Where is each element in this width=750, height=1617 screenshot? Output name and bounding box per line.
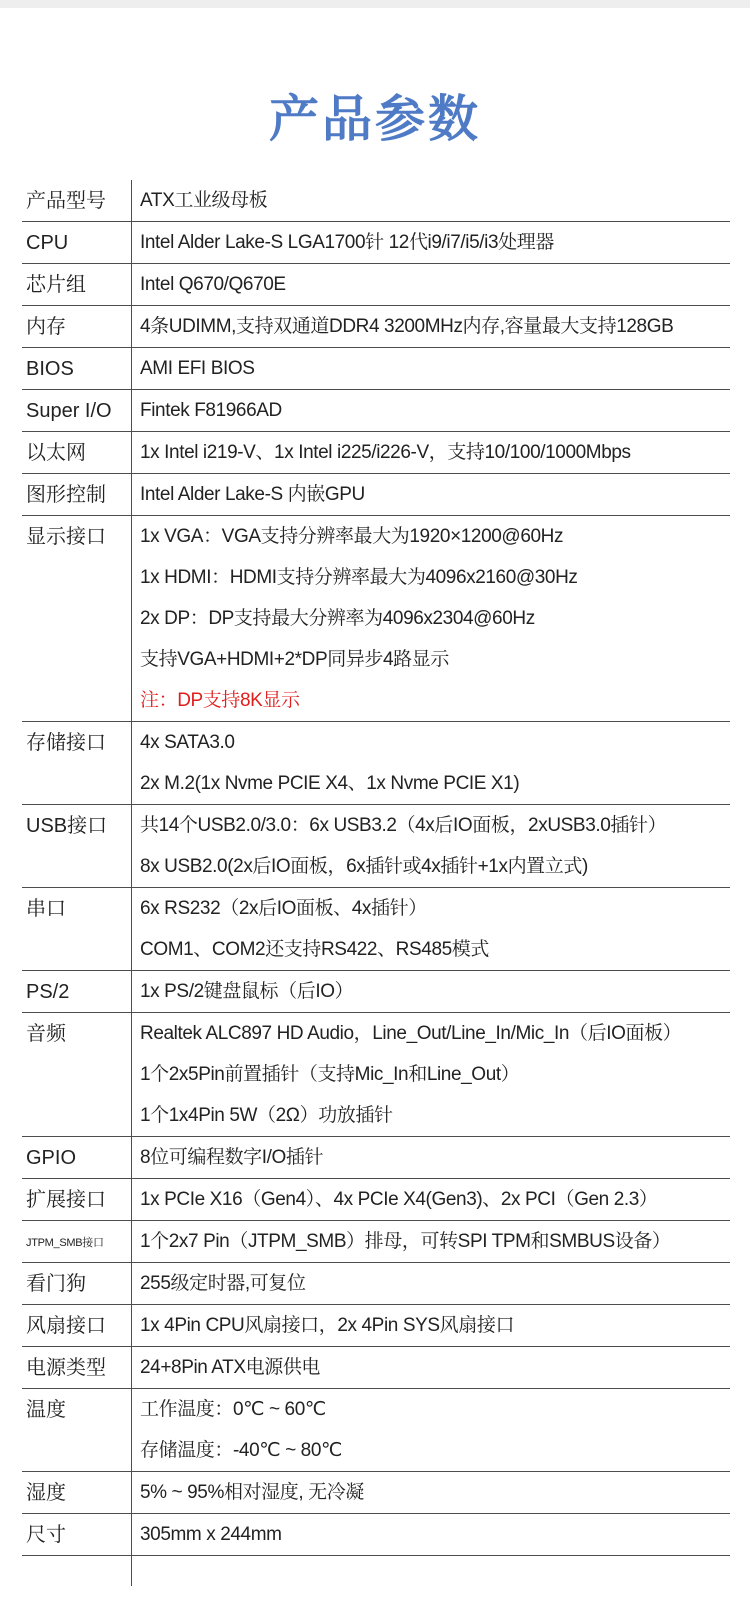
- spec-values: [132, 474, 730, 515]
- spec-row: [22, 432, 730, 474]
- spec-value: 305mm x 244mm: [140, 1524, 282, 1545]
- spec-value: 1个1x4Pin 5W（2Ω）功放插针: [140, 1105, 393, 1126]
- spec-value: 共14个USB2.0/3.0：6x USB3.2（4x后IO面板，2xUSB3.0插针）: [140, 815, 667, 836]
- spec-row: [22, 390, 730, 432]
- spec-value: 4条UDIMM,支持双通道DDR4 3200MHz内存,容量最大支持128GB: [140, 316, 674, 337]
- spec-value: 支持VGA+HDMI+2*DP同异步4路显示: [140, 649, 449, 670]
- spec-values: [132, 1472, 730, 1513]
- spec-row: [22, 1137, 730, 1179]
- spec-label: Super I/O: [22, 390, 132, 431]
- spec-value: 8位可编程数字I/O插针: [140, 1147, 324, 1168]
- spec-value: 24+8Pin ATX电源供电: [140, 1357, 321, 1378]
- spec-table: [22, 180, 730, 1586]
- top-strip: [0, 0, 750, 8]
- spec-value: 工作温度：0℃ ~ 60℃: [140, 1399, 326, 1420]
- spec-label: 尺寸: [22, 1514, 132, 1555]
- spec-values: [132, 390, 730, 431]
- spec-value: COM1、COM2还支持RS422、RS485模式: [140, 939, 489, 960]
- spec-value: 1x 4Pin CPU风扇接口，2x 4Pin SYS风扇接口: [140, 1315, 515, 1336]
- spec-row: [22, 306, 730, 348]
- spec-value: 1x VGA：VGA支持分辨率最大为1920×1200@60Hz: [140, 526, 564, 547]
- spec-label: 风扇接口: [22, 1305, 132, 1346]
- spec-value: 2x M.2(1x Nvme PCIE X4、1x Nvme PCIE X1): [140, 773, 520, 794]
- spec-value: 1个2x7 Pin（JTPM_SMB）排母，可转SPI TPM和SMBUS设备）: [140, 1231, 671, 1252]
- spec-value: 1x Intel i219-V、1x Intel i225/i226-V，支持10/100/1000Mbps: [140, 442, 631, 463]
- spec-values: [132, 1347, 730, 1388]
- spec-values: [132, 1514, 730, 1555]
- spec-value: 8x USB2.0(2x后IO面板，6x插针或4x插针+1x内置立式): [140, 856, 588, 877]
- spec-values: [132, 432, 730, 473]
- spec-value: 4x SATA3.0: [140, 732, 235, 753]
- spec-value: AMI EFI BIOS: [140, 358, 255, 379]
- spec-label: USB接口: [22, 805, 132, 887]
- spec-values: [132, 306, 730, 347]
- spec-row: [22, 722, 730, 805]
- spec-label: PS/2: [22, 971, 132, 1012]
- spec-values: [132, 180, 730, 221]
- spec-row: [22, 180, 730, 222]
- spec-note: 注：DP支持8K显示: [140, 690, 300, 711]
- spec-label: 存储接口: [22, 722, 132, 804]
- spec-label: 内存: [22, 306, 132, 347]
- spec-label: 音频: [22, 1013, 132, 1136]
- spec-value: Fintek F81966AD: [140, 400, 282, 421]
- table-tail-divider: [22, 1556, 132, 1586]
- spec-values: [132, 516, 730, 721]
- spec-value: 255级定时器,可复位: [140, 1273, 306, 1294]
- spec-values: [132, 1389, 730, 1471]
- spec-label: 扩展接口: [22, 1179, 132, 1220]
- spec-label: 显示接口: [22, 516, 132, 721]
- spec-values: [132, 1305, 730, 1346]
- spec-values: [132, 264, 730, 305]
- spec-row: [22, 1013, 730, 1137]
- spec-label: 看门狗: [22, 1263, 132, 1304]
- spec-value: ATX工业级母板: [140, 190, 268, 211]
- spec-value: Intel Alder Lake-S 内嵌GPU: [140, 484, 365, 505]
- spec-values: [132, 888, 730, 970]
- spec-row: [22, 1514, 730, 1556]
- spec-values: [132, 1137, 730, 1178]
- spec-row: [22, 1389, 730, 1472]
- spec-value: 存储温度：-40℃ ~ 80℃: [140, 1440, 342, 1461]
- spec-row: [22, 1305, 730, 1347]
- spec-values: [132, 971, 730, 1012]
- spec-label: GPIO: [22, 1137, 132, 1178]
- spec-value: 6x RS232（2x后IO面板、4x插针）: [140, 898, 427, 919]
- spec-row: [22, 805, 730, 888]
- spec-row: [22, 1221, 730, 1263]
- spec-values: [132, 805, 730, 887]
- spec-values: [132, 1263, 730, 1304]
- spec-value: 1x PCIe X16（Gen4）、4x PCIe X4(Gen3)、2x PCI（Gen 2.3）: [140, 1189, 658, 1210]
- spec-value: Intel Q670/Q670E: [140, 274, 286, 295]
- spec-value: Realtek ALC897 HD Audio，Line_Out/Line_In/Mic_In（后IO面板）: [140, 1023, 682, 1044]
- spec-row: [22, 348, 730, 390]
- spec-label: 串口: [22, 888, 132, 970]
- spec-row: [22, 264, 730, 306]
- spec-values: [132, 222, 730, 263]
- spec-label: 温度: [22, 1389, 132, 1471]
- spec-value: 5% ~ 95%相对湿度, 无冷凝: [140, 1482, 364, 1503]
- page-title: 产品参数: [269, 90, 481, 148]
- spec-label: CPU: [22, 222, 132, 263]
- spec-label: 芯片组: [22, 264, 132, 305]
- spec-row: [22, 222, 730, 264]
- spec-row: [22, 474, 730, 516]
- spec-label: 湿度: [22, 1472, 132, 1513]
- spec-value: 1个2x5Pin前置插针（支持Mic_In和Line_Out）: [140, 1064, 520, 1085]
- table-tail: [22, 1556, 730, 1586]
- spec-label: 电源类型: [22, 1347, 132, 1388]
- spec-value: Intel Alder Lake-S LGA1700针 12代i9/i7/i5/i3处理器: [140, 232, 554, 253]
- spec-row: [22, 971, 730, 1013]
- spec-values: [132, 1179, 730, 1220]
- spec-values: [132, 1221, 730, 1262]
- spec-row: [22, 1347, 730, 1389]
- spec-values: [132, 722, 730, 804]
- spec-label: JTPM_SMB接口: [22, 1221, 132, 1262]
- spec-values: [132, 348, 730, 389]
- spec-row: [22, 1472, 730, 1514]
- spec-row: [22, 1179, 730, 1221]
- spec-row: [22, 516, 730, 722]
- spec-value: 1x HDMI：HDMI支持分辨率最大为4096x2160@30Hz: [140, 567, 578, 588]
- spec-label: 图形控制: [22, 474, 132, 515]
- spec-value: 1x PS/2键盘鼠标（后IO）: [140, 981, 354, 1002]
- spec-value: 2x DP：DP支持最大分辨率为4096x2304@60Hz: [140, 608, 535, 629]
- spec-row: [22, 888, 730, 971]
- spec-label: 以太网: [22, 432, 132, 473]
- spec-row: [22, 1263, 730, 1305]
- spec-values: [132, 1013, 730, 1136]
- spec-label: BIOS: [22, 348, 132, 389]
- spec-label: 产品型号: [22, 180, 132, 221]
